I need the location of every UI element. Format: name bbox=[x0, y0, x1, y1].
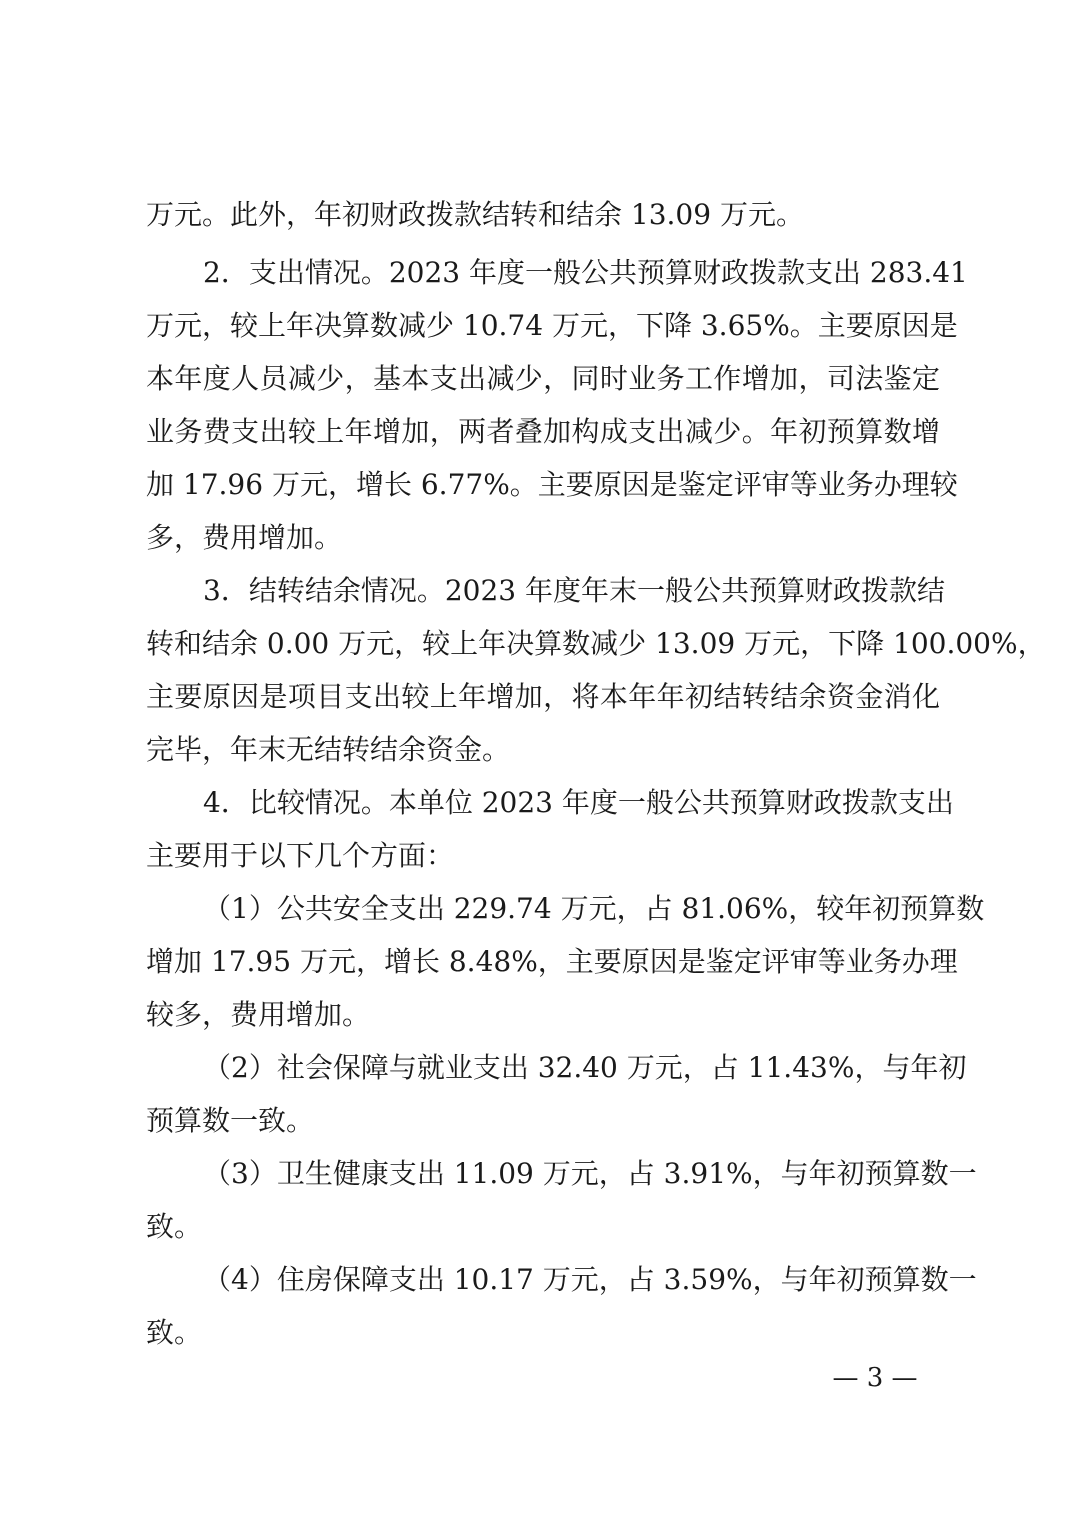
text-line-18: 预算数一致。 bbox=[146, 1104, 315, 1137]
text-line-7: 多，费用增加。 bbox=[146, 521, 343, 554]
text-line-1: 万元。此外，年初财政拨款结转和结余 13.09 万元。 bbox=[146, 198, 804, 231]
text-line-2: 2．支出情况。2023 年度一般公共预算财政拨款支出 283.41 bbox=[203, 256, 968, 289]
text-line-6: 加 17.96 万元，增长 6.77%。主要原因是鉴定评审等业务办理较 bbox=[146, 468, 958, 501]
text-line-14: （1）公共安全支出 229.74 万元，占 81.06%，较年初预算数 bbox=[203, 892, 985, 925]
text-line-12: 4．比较情况。本单位 2023 年度一般公共预算财政拨款支出 bbox=[203, 786, 954, 819]
text-line-22: 致。 bbox=[146, 1316, 203, 1349]
text-line-17: （2）社会保障与就业支出 32.40 万元，占 11.43%，与年初 bbox=[203, 1051, 967, 1084]
text-line-21: （4）住房保障支出 10.17 万元，占 3.59%，与年初预算数一 bbox=[203, 1263, 977, 1296]
text-line-9: 转和结余 0.00 万元，较上年决算数减少 13.09 万元，下降 100.00%， bbox=[146, 627, 1046, 660]
text-line-10: 主要原因是项目支出较上年增加，将本年年初结转结余资金消化 bbox=[146, 680, 940, 713]
text-line-19: （3）卫生健康支出 11.09 万元，占 3.91%，与年初预算数一 bbox=[203, 1157, 977, 1190]
text-line-16: 较多，费用增加。 bbox=[146, 998, 371, 1031]
text-line-5: 业务费支出较上年增加，两者叠加构成支出减少。年初预算数增 bbox=[146, 415, 940, 448]
text-line-3: 万元，较上年决算数减少 10.74 万元，下降 3.65%。主要原因是 bbox=[146, 309, 958, 342]
text-line-13: 主要用于以下几个方面： bbox=[146, 839, 455, 872]
text-line-4: 本年度人员减少，基本支出减少，同时业务工作增加，司法鉴定 bbox=[146, 362, 940, 395]
text-line-11: 完毕，年末无结转结余资金。 bbox=[146, 733, 511, 766]
text-line-8: 3．结转结余情况。2023 年度年末一般公共预算财政拨款结 bbox=[203, 574, 945, 607]
page-number: — 3 — bbox=[832, 1363, 918, 1393]
text-line-20: 致。 bbox=[146, 1210, 203, 1243]
text-line-15: 增加 17.95 万元，增长 8.48%，主要原因是鉴定评审等业务办理 bbox=[146, 945, 958, 978]
